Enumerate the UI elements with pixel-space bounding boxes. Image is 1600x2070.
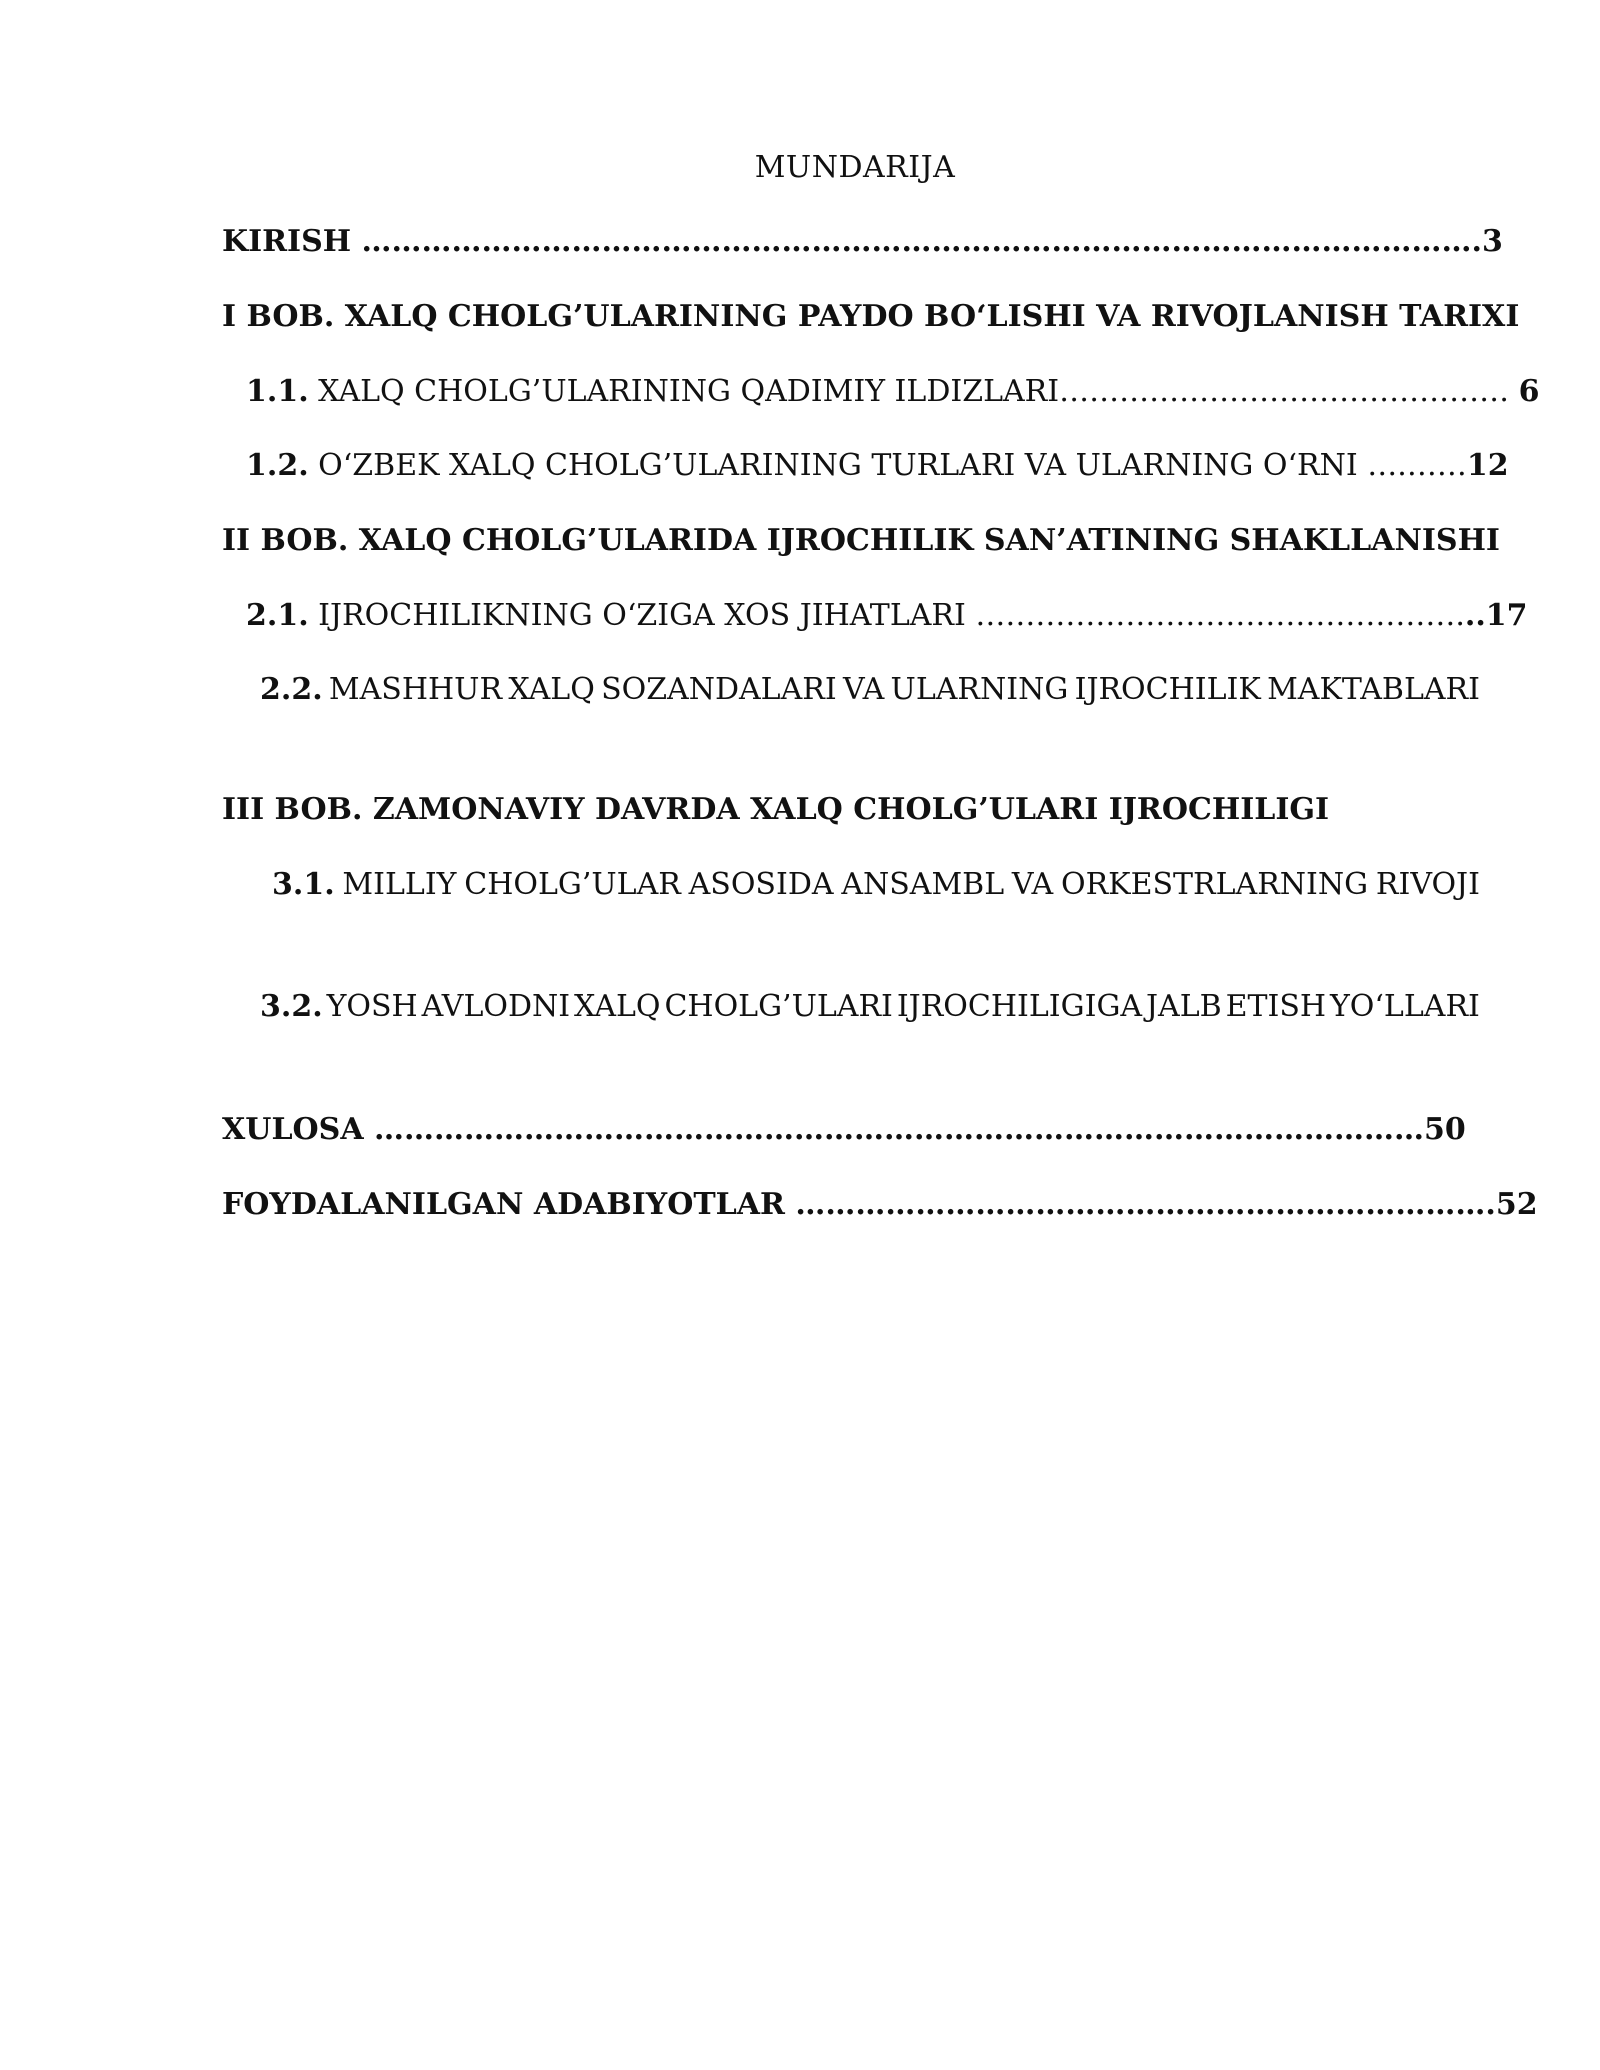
toc-entry-references: FOYDALANILGAN ADABIYOTLAR …………………………………………………………….52 — [222, 1187, 1538, 1222]
title-word: ULARNING — [890, 672, 1069, 707]
title-word: MILLIY — [342, 867, 457, 902]
title-word: ANSAMBL — [841, 867, 1005, 902]
title-word: MASHHUR — [328, 672, 503, 707]
section-number: 2.1. — [246, 598, 309, 633]
title-word: ASOSIDA — [688, 867, 834, 902]
toc-section-3-1-title — [272, 867, 1480, 903]
section-number: 3.2. — [260, 989, 323, 1024]
title-word: CHOLG’ULAR — [464, 867, 681, 902]
title-word: VA — [842, 672, 885, 707]
title-word: YOSH — [326, 989, 418, 1024]
title-word: RIVOJI — [1375, 867, 1480, 902]
title-word: VA — [1011, 867, 1054, 902]
title-word: AVLODNI — [421, 989, 571, 1024]
page-title: MUNDARIJA — [754, 150, 956, 185]
section-number: 3.1. — [272, 867, 335, 902]
page-number: 6 — [1518, 374, 1540, 409]
toc-section-1-1 — [246, 374, 1540, 410]
title-word: MAKTABLARI — [1267, 672, 1480, 707]
section-number: 1.1. — [246, 374, 309, 409]
title-word: CHOLG’ULARI — [664, 989, 893, 1024]
title-word: ORKESTRLARNING — [1060, 867, 1369, 902]
toc-chapter-2: II BOB. XALQ CHOLG’ULARIDA IJROCHILIK SAN’ATINING SHAKLLANISHI — [222, 523, 1500, 558]
title-word: XALQ — [508, 672, 595, 707]
title-word: ETISH — [1225, 989, 1327, 1024]
section-title: O‘ZBEK XALQ CHOLG’ULARINING TURLARI VA ULARNING O‘RNI ….…… — [308, 448, 1467, 483]
toc-chapter-3: III BOB. ZAMONAVIY DAVRDA XALQ CHOLG’ULARI IJROCHILIGI — [222, 792, 1330, 827]
toc-section-2-2-title — [260, 672, 1480, 708]
toc-chapter-1: I BOB. XALQ CHOLG’ULARINING PAYDO BO‘LISHI VA RIVOJLANISH TARIXI — [222, 299, 1520, 334]
section-title: IJROCHILIKNING O‘ZIGA XOS JIHATLARI …………………………………………. — [308, 598, 1465, 633]
title-word: XALQ — [574, 989, 661, 1024]
title-word: JALB — [1146, 989, 1222, 1024]
title-word: YO‘LLARI — [1330, 989, 1480, 1024]
section-number: 2.2. — [260, 672, 323, 707]
toc-section-1-2 — [246, 448, 1509, 484]
section-number: 1.2. — [246, 448, 309, 483]
title-word: IJROCHILIK — [1074, 672, 1261, 707]
toc-entry-introduction: KIRISH ………………………………………………………………………………………………….3 — [222, 224, 1503, 259]
title-word: SOZANDALARI — [601, 672, 837, 707]
toc-section-3-2-title — [260, 989, 1480, 1025]
section-title: XALQ CHOLG’ULARINING QADIMIY ILDIZLARI……………………………………… — [308, 374, 1519, 409]
toc-section-2-1 — [246, 598, 1528, 634]
page-number: ..17 — [1464, 598, 1528, 633]
title-word: IJROCHILIGIGA — [896, 989, 1143, 1024]
page-number: 12 — [1466, 448, 1509, 483]
toc-entry-conclusion: XULOSA ……………………………………………………………………………………………50 — [222, 1112, 1466, 1147]
